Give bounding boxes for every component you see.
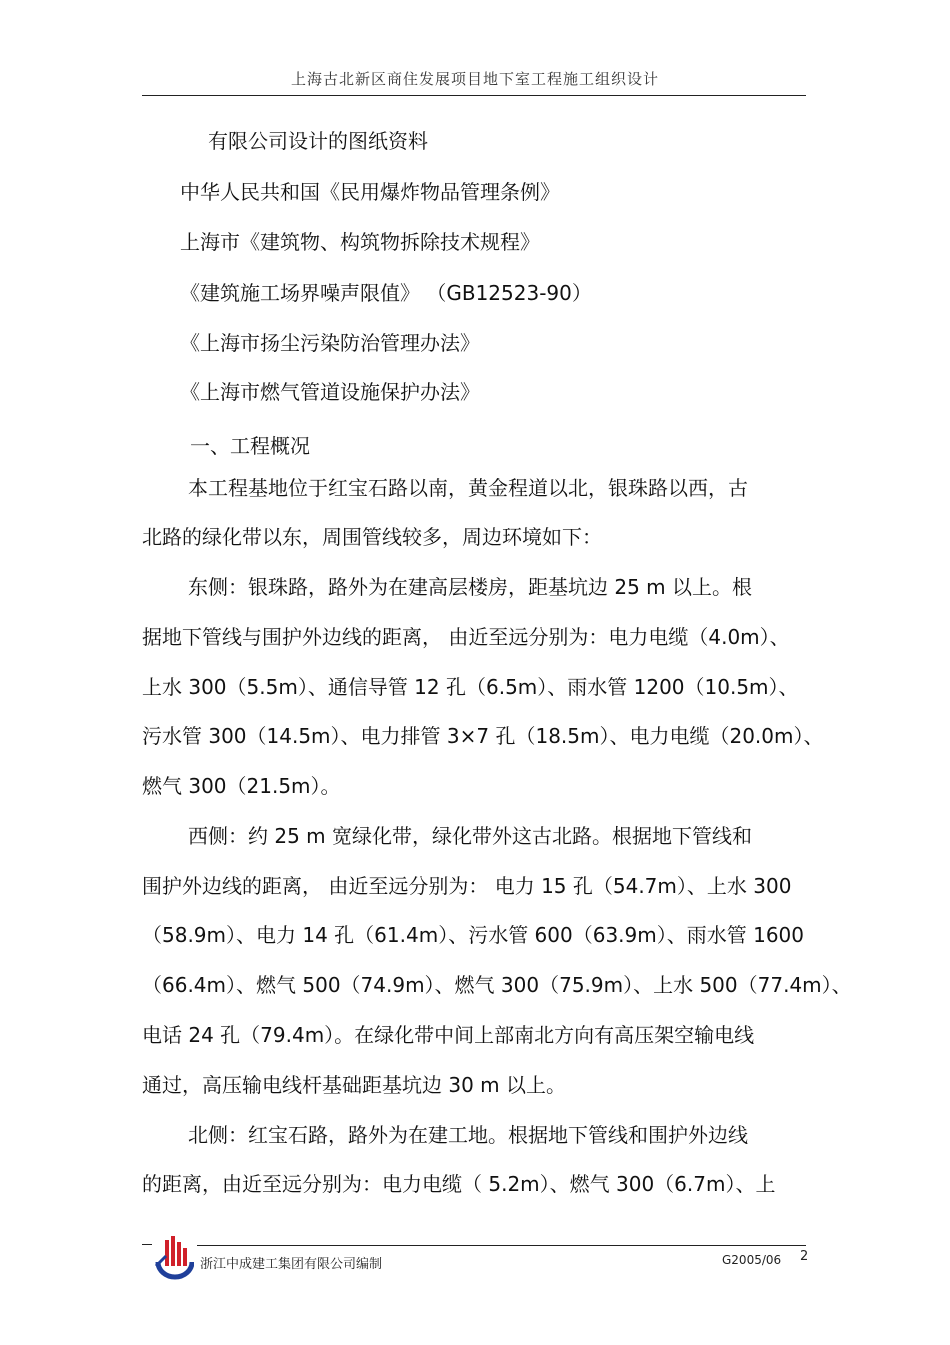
paragraph-line: 污水管 300（14.5m）、电力排管 3×7 孔（18.5m）、电力电缆（20.0m）、 <box>142 724 824 748</box>
reference-item: 《上海市扬尘污染防治管理办法》 <box>180 331 480 355</box>
reference-item: 有限公司设计的图纸资料 <box>208 129 428 153</box>
reference-item: 《建筑施工场界噪声限值》 （GB12523-90） <box>180 281 592 305</box>
footer-divider <box>197 1245 806 1246</box>
reference-item: 《上海市燃气管道设施保护办法》 <box>180 380 480 404</box>
paragraph-line: 东侧：银珠路，路外为在建高层楼房，距基坑边 25 m 以上。根 <box>188 575 753 599</box>
header-title: 上海古北新区商住发展项目地下室工程施工组织设计 <box>290 70 659 88</box>
company-logo-icon <box>152 1232 194 1280</box>
paragraph-line: 北路的绿化带以东，周围管线较多，周边环境如下： <box>142 525 602 549</box>
footer-dash <box>142 1244 152 1245</box>
paragraph-line: 通过，高压输电线杆基础距基坑边 30 m 以上。 <box>142 1073 567 1097</box>
paragraph-line: 的距离，由近至远分别为：电力电缆（ 5.2m）、燃气 300（6.7m）、上 <box>142 1172 776 1196</box>
section-heading: 一、工程概况 <box>190 434 310 458</box>
paragraph-line: 围护外边线的距离， 由近至远分别为： 电力 15 孔（54.7m）、上水 300 <box>142 874 792 898</box>
paragraph-line: 电话 24 孔（79.4m）。在绿化带中间上部南北方向有高压架空输电线 <box>142 1023 755 1047</box>
paragraph-line: 上水 300（5.5m）、通信导管 12 孔（6.5m）、雨水管 1200（10.5m）、 <box>142 675 799 699</box>
paragraph-line: （58.9m）、电力 14 孔（61.4m）、污水管 600（63.9m）、雨水管 1600 <box>142 923 804 947</box>
paragraph-line: 据地下管线与围护外边线的距离， 由近至远分别为：电力电缆（4.0m）、 <box>142 625 790 649</box>
reference-item: 上海市《建筑物、构筑物拆除技术规程》 <box>180 230 540 254</box>
paragraph-line: 西侧：约 25 m 宽绿化带，绿化带外这古北路。根据地下管线和 <box>188 824 753 848</box>
reference-item: 中华人民共和国《民用爆炸物品管理条例》 <box>180 180 560 204</box>
paragraph-line: 北侧：红宝石路，路外为在建工地。根据地下管线和围护外边线 <box>188 1123 748 1147</box>
footer-document-code: G2005/06 <box>722 1253 782 1267</box>
header-divider <box>142 95 806 96</box>
paragraph-line: （66.4m）、燃气 500（74.9m）、燃气 300（75.9m）、上水 500（77.4m）、 <box>142 973 852 997</box>
footer-organization: 浙江中成建工集团有限公司编制 <box>200 1257 383 1272</box>
paragraph-line: 本工程基地位于红宝石路以南，黄金程道以北，银珠路以西，古 <box>188 476 748 500</box>
page-number: 2 <box>800 1249 809 1264</box>
paragraph-line: 燃气 300（21.5m）。 <box>142 774 341 798</box>
